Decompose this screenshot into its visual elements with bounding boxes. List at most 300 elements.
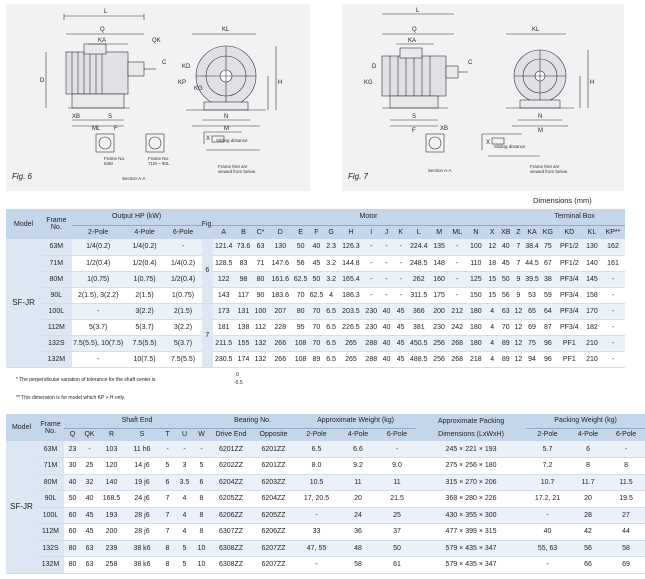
header-col-22: KP** bbox=[601, 225, 625, 239]
value-cell: 12 bbox=[513, 303, 525, 319]
output-4-pole: 1/4(0.2) bbox=[125, 239, 165, 255]
header-2-pole: 2-Pole bbox=[526, 428, 569, 441]
value-cell: 53 bbox=[524, 287, 540, 303]
value-cell: 450.5 bbox=[407, 335, 430, 351]
figure-7-panel bbox=[342, 4, 624, 191]
value-cell: 64 bbox=[540, 303, 556, 319]
bearing-opposite: 6201ZZ bbox=[252, 458, 295, 475]
frame-cell: 63M bbox=[37, 441, 64, 458]
value-cell: - bbox=[394, 255, 408, 271]
dim-letter-F: F bbox=[412, 128, 416, 134]
value-cell: 265 bbox=[338, 351, 363, 367]
value-cell: 158 bbox=[583, 287, 601, 303]
value-cell: 15 bbox=[485, 287, 499, 303]
shaft-value: 8 bbox=[193, 507, 210, 524]
value-cell: 45 bbox=[309, 255, 324, 271]
header-col-0: A bbox=[213, 225, 234, 239]
value-cell: - bbox=[363, 255, 379, 271]
value-cell: - bbox=[379, 287, 394, 303]
header-col-1: QK bbox=[81, 428, 98, 441]
header-col-4: E bbox=[292, 225, 309, 239]
output-4-pole: 7.5(5.5) bbox=[125, 335, 165, 351]
output-6-pole: 3(2.2) bbox=[164, 319, 201, 335]
shaft-value: 8 bbox=[193, 524, 210, 541]
value-cell: 83 bbox=[234, 255, 252, 271]
packing-dimensions: 245 × 221 × 193 bbox=[416, 441, 526, 458]
shaft-value: 45 bbox=[81, 524, 98, 541]
value-cell: 80 bbox=[292, 303, 309, 319]
fig-cell: 6 bbox=[202, 239, 213, 303]
dim-letter-M: M bbox=[538, 128, 543, 134]
header-col-21: KL bbox=[583, 225, 601, 239]
value-cell: 218 bbox=[466, 351, 485, 367]
header-packing-weight: Packing Weight (kg) bbox=[526, 414, 645, 428]
dim-letter-X: X bbox=[206, 136, 211, 142]
frame-cell: 100L bbox=[37, 507, 64, 524]
dim-letter-F: F bbox=[114, 126, 118, 132]
dim-letter-XB: XB bbox=[440, 126, 449, 132]
header-col-18: KA bbox=[524, 225, 540, 239]
bearing-drive-end: 6308ZZ bbox=[210, 540, 252, 557]
dim-letter-D: D bbox=[40, 78, 45, 84]
value-cell: 44.5 bbox=[524, 255, 540, 271]
output-6-pole: 1(0.75) bbox=[164, 287, 201, 303]
shaft-value: 258 bbox=[98, 557, 125, 574]
value-cell: 15 bbox=[485, 271, 499, 287]
value-cell: 100 bbox=[466, 239, 485, 255]
table-row bbox=[6, 474, 645, 491]
dim-letter-KL: KL bbox=[222, 27, 230, 33]
shaft-value: 200 bbox=[98, 524, 125, 541]
bearing-drive-end: 6206ZZ bbox=[210, 507, 252, 524]
frame-cell: 80M bbox=[41, 271, 72, 287]
value-cell: 150 bbox=[466, 287, 485, 303]
packing-weight-4-pole: 6 bbox=[569, 441, 607, 458]
value-cell: 256 bbox=[430, 351, 448, 367]
shaft-value: 140 bbox=[98, 474, 125, 491]
tolerance-note: * The perpendicular variation of tolerance for the shaft center is bbox=[16, 377, 156, 383]
weight-2-pole: 8.0 bbox=[295, 458, 338, 475]
value-cell: 70 bbox=[499, 319, 513, 335]
value-cell: 80 bbox=[253, 271, 269, 287]
shaft-value: 80 bbox=[64, 540, 81, 557]
value-cell: 138 bbox=[234, 319, 252, 335]
header-col-13: ML bbox=[448, 225, 466, 239]
bearing-drive-end: 6308ZZ bbox=[210, 557, 252, 574]
packing-weight-4-pole: 42 bbox=[569, 524, 607, 541]
value-cell: 110 bbox=[466, 255, 485, 271]
value-cell: 98 bbox=[234, 271, 252, 287]
value-cell: 89 bbox=[499, 335, 513, 351]
header-terminal-box: Terminal Box bbox=[524, 209, 625, 225]
value-cell: 3.2 bbox=[324, 255, 339, 271]
header-col-3: S bbox=[125, 428, 159, 441]
weight-6-pole: 9.0 bbox=[378, 458, 416, 475]
value-cell: 230 bbox=[363, 319, 379, 335]
section-label: Section A-A bbox=[428, 168, 452, 173]
shaft-value: 63 bbox=[81, 540, 98, 557]
shaft-value: 10 bbox=[193, 557, 210, 574]
table-row bbox=[6, 557, 645, 574]
header-col-4: T bbox=[159, 428, 176, 441]
shaft-value: 8 bbox=[159, 557, 176, 574]
header-col-2: R bbox=[98, 428, 125, 441]
value-cell: 288 bbox=[363, 351, 379, 367]
shaft-value: 32 bbox=[81, 474, 98, 491]
value-cell: 140 bbox=[583, 255, 601, 271]
header-approx-packing: Approximate Packing bbox=[416, 414, 526, 428]
header-col-12: M bbox=[430, 225, 448, 239]
output-2-pole: 1/2(0.4) bbox=[72, 255, 125, 271]
weight-2-pole: 6.5 bbox=[295, 441, 338, 458]
value-cell: 50 bbox=[309, 271, 324, 287]
shaft-value: 3 bbox=[176, 458, 193, 475]
shaft-value: 80 bbox=[64, 557, 81, 574]
header-packing-dims: Dimensions (LxWxH) bbox=[416, 428, 526, 441]
packing-dimensions: 430 × 355 × 300 bbox=[416, 507, 526, 524]
output-2-pole: - bbox=[72, 303, 125, 319]
value-cell: 75 bbox=[524, 335, 540, 351]
value-cell: 56 bbox=[499, 287, 513, 303]
value-cell: 311.5 bbox=[407, 287, 430, 303]
dim-letter-L: L bbox=[104, 9, 108, 15]
output-4-pole: 1/2(0.4) bbox=[125, 255, 165, 271]
value-cell: 96 bbox=[540, 351, 556, 367]
shaft-value: 23 bbox=[64, 441, 81, 458]
value-cell: 125 bbox=[466, 271, 485, 287]
shaft-value: 30 bbox=[64, 458, 81, 475]
shaft-value: 6 bbox=[159, 474, 176, 491]
table-row bbox=[6, 255, 625, 271]
dim-letter-KD: KD bbox=[182, 64, 191, 70]
value-cell: - bbox=[601, 351, 625, 367]
header-col-3: D bbox=[268, 225, 292, 239]
value-cell: 67 bbox=[540, 255, 556, 271]
value-cell: PF3/4 bbox=[556, 319, 583, 335]
shaft-value: 60 bbox=[64, 507, 81, 524]
value-cell: 70 bbox=[309, 335, 324, 351]
value-cell: 63 bbox=[253, 239, 269, 255]
value-cell: 12 bbox=[513, 335, 525, 351]
value-cell: 366 bbox=[407, 303, 430, 319]
value-cell: 6.5 bbox=[324, 351, 339, 367]
output-6-pole: 2(1.5) bbox=[164, 303, 201, 319]
shaft-value: 40 bbox=[81, 491, 98, 508]
value-cell: 268 bbox=[448, 351, 466, 367]
value-cell: 45 bbox=[394, 335, 408, 351]
value-cell: 112 bbox=[253, 319, 269, 335]
table-row bbox=[6, 507, 645, 524]
packing-dimensions: 275 × 256 × 180 bbox=[416, 458, 526, 475]
header-col-16: XB bbox=[499, 225, 513, 239]
value-cell: 108 bbox=[292, 335, 309, 351]
output-4-pole: 1(0.75) bbox=[125, 271, 165, 287]
table-row bbox=[6, 303, 625, 319]
shaft-value: 193 bbox=[98, 507, 125, 524]
value-cell: 135 bbox=[430, 239, 448, 255]
shaft-value: 5 bbox=[176, 540, 193, 557]
value-cell: 39.5 bbox=[524, 271, 540, 287]
value-cell: - bbox=[394, 287, 408, 303]
header-col-6: W bbox=[193, 428, 210, 441]
value-cell: 45 bbox=[499, 255, 513, 271]
bearing-opposite: 6205ZZ bbox=[252, 507, 295, 524]
value-cell: 96 bbox=[540, 335, 556, 351]
packing-weight-6-pole: 19.5 bbox=[607, 491, 645, 508]
value-cell: 73.6 bbox=[234, 239, 252, 255]
value-cell: 50 bbox=[499, 271, 513, 287]
value-cell: 147.6 bbox=[268, 255, 292, 271]
shaft-value: 28 j6 bbox=[125, 524, 159, 541]
value-cell: PF3/4 bbox=[556, 287, 583, 303]
shaft-value: 28 j6 bbox=[125, 507, 159, 524]
packing-weight-2-pole: 17.2, 21 bbox=[526, 491, 569, 508]
value-cell: 181 bbox=[213, 319, 234, 335]
frame-cell: 90L bbox=[37, 491, 64, 508]
value-cell: 4 bbox=[485, 351, 499, 367]
header-fig: Fig. bbox=[202, 209, 213, 239]
frame-cell: 90L bbox=[41, 287, 72, 303]
value-cell: 242 bbox=[448, 319, 466, 335]
dim-letter-N: N bbox=[224, 114, 229, 120]
output-6-pole: 7.5(5.5) bbox=[164, 351, 201, 367]
value-cell: 145 bbox=[583, 271, 601, 287]
dimensions-unit-label: Dimensions (mm) bbox=[533, 196, 592, 205]
value-cell: 4 bbox=[485, 335, 499, 351]
header-col-7: H bbox=[338, 225, 363, 239]
tolerance-lower: -0.5 bbox=[234, 380, 243, 386]
value-cell: 381 bbox=[407, 319, 430, 335]
weight-4-pole: 6.6 bbox=[338, 441, 378, 458]
header-4-pole: 4-Pole bbox=[338, 428, 378, 441]
header-model: Model bbox=[6, 209, 41, 239]
table-row bbox=[6, 335, 625, 351]
bearing-opposite: 6206ZZ bbox=[252, 524, 295, 541]
header-output: Output HP (kW) bbox=[72, 209, 202, 225]
dim-letter-L: L bbox=[416, 8, 420, 14]
value-cell: 207 bbox=[268, 303, 292, 319]
header-col-5: U bbox=[176, 428, 193, 441]
bearing-drive-end: 6205ZZ bbox=[210, 491, 252, 508]
value-cell: 165.4 bbox=[338, 271, 363, 287]
value-cell: PF3/4 bbox=[556, 303, 583, 319]
shaft-value: 8 bbox=[193, 491, 210, 508]
packing-weight-2-pole: 10.7 bbox=[526, 474, 569, 491]
shaft-value: - bbox=[176, 441, 193, 458]
shaft-value: 24 j6 bbox=[125, 491, 159, 508]
value-cell: 132 bbox=[253, 335, 269, 351]
dim-letter-KA: KA bbox=[408, 38, 417, 44]
value-cell: 228 bbox=[268, 319, 292, 335]
frame-cell: 132S bbox=[37, 540, 64, 557]
motor-dimension-table bbox=[6, 209, 625, 368]
packing-weight-6-pole: 11.5 bbox=[607, 474, 645, 491]
shaft-value: 14 j6 bbox=[125, 458, 159, 475]
shaft-value: 19 j6 bbox=[125, 474, 159, 491]
frame-cell: 112M bbox=[41, 319, 72, 335]
model-cell: SF-JR bbox=[6, 441, 37, 573]
value-cell: 212 bbox=[448, 303, 466, 319]
dim-letter-KG: KG bbox=[364, 80, 373, 86]
value-cell: - bbox=[448, 271, 466, 287]
value-cell: 70 bbox=[292, 287, 309, 303]
value-cell: 130 bbox=[268, 239, 292, 255]
table-row bbox=[6, 441, 645, 458]
value-cell: - bbox=[448, 239, 466, 255]
dim-letter-H: H bbox=[590, 80, 595, 86]
value-cell: - bbox=[379, 255, 394, 271]
header-col-5: F bbox=[309, 225, 324, 239]
packing-weight-4-pole: 8 bbox=[569, 458, 607, 475]
value-cell: 38 bbox=[540, 271, 556, 287]
shaft-value: 5 bbox=[159, 458, 176, 475]
value-cell: - bbox=[448, 287, 466, 303]
weight-2-pole: 33 bbox=[295, 524, 338, 541]
dim-letter-X: X bbox=[486, 140, 491, 146]
value-cell: 131 bbox=[234, 303, 252, 319]
frame-cell: 80M bbox=[37, 474, 64, 491]
value-cell: - bbox=[601, 287, 625, 303]
dim-letter-C: C bbox=[162, 60, 167, 66]
packing-weight-4-pole: 56 bbox=[569, 540, 607, 557]
value-cell: 211.5 bbox=[213, 335, 234, 351]
value-cell: - bbox=[394, 271, 408, 287]
value-cell: 288 bbox=[363, 335, 379, 351]
header-approx-weight: Approximate Weight (kg) bbox=[295, 414, 416, 428]
value-cell: 40 bbox=[379, 335, 394, 351]
header-2-pole: 2-Pole bbox=[295, 428, 338, 441]
value-cell: 71 bbox=[253, 255, 269, 271]
shaft-value: - bbox=[81, 441, 98, 458]
value-cell: 12 bbox=[485, 239, 499, 255]
shaft-value: 168.5 bbox=[98, 491, 125, 508]
output-6-pole: 1/4(0.2) bbox=[164, 255, 201, 271]
header-col-8: I bbox=[363, 225, 379, 239]
table-row bbox=[6, 351, 625, 367]
value-cell: 132 bbox=[253, 351, 269, 367]
header-frame: Frame No. bbox=[37, 414, 64, 441]
packing-dimensions: 579 × 435 × 347 bbox=[416, 540, 526, 557]
header-4-pole: 4-Pole bbox=[569, 428, 607, 441]
table-row bbox=[6, 524, 645, 541]
value-cell: 180 bbox=[466, 319, 485, 335]
value-cell: - bbox=[363, 239, 379, 255]
header-col-2: C* bbox=[253, 225, 269, 239]
dim-letter-KA: KA bbox=[98, 38, 107, 44]
bearing-drive-end: 6201ZZ bbox=[210, 441, 252, 458]
value-cell: 224.4 bbox=[407, 239, 430, 255]
value-cell: 94 bbox=[524, 351, 540, 367]
value-cell: 170 bbox=[583, 303, 601, 319]
header-col-15: X bbox=[485, 225, 499, 239]
output-2-pole: - bbox=[72, 351, 125, 367]
header-col-6: G bbox=[324, 225, 339, 239]
value-cell: - bbox=[601, 303, 625, 319]
dim-letter-XB: XB bbox=[72, 114, 81, 120]
shaft-value: 3.5 bbox=[176, 474, 193, 491]
value-cell: 4 bbox=[485, 303, 499, 319]
weight-6-pole: - bbox=[378, 441, 416, 458]
packing-weight-6-pole: 69 bbox=[607, 557, 645, 574]
value-cell: 65 bbox=[524, 303, 540, 319]
shaft-value: 8 bbox=[159, 540, 176, 557]
value-cell: - bbox=[363, 271, 379, 287]
value-cell: 148 bbox=[430, 255, 448, 271]
frame-note-2: Frame No. 71M ~ 90L bbox=[148, 156, 170, 166]
value-cell: 161 bbox=[601, 255, 625, 271]
bearing-opposite: 6207ZZ bbox=[252, 557, 295, 574]
header-col-1: B bbox=[234, 225, 252, 239]
value-cell: 144.8 bbox=[338, 255, 363, 271]
shaft-value: 239 bbox=[98, 540, 125, 557]
packing-weight-6-pole: 58 bbox=[607, 540, 645, 557]
value-cell: 18 bbox=[485, 255, 499, 271]
packing-weight-2-pole: - bbox=[526, 557, 569, 574]
shaft-value: 25 bbox=[81, 458, 98, 475]
value-cell: 9 bbox=[513, 287, 525, 303]
value-cell: 143 bbox=[213, 287, 234, 303]
value-cell: 89 bbox=[309, 351, 324, 367]
figure-6-panel bbox=[6, 4, 310, 191]
frame-cell: 63M bbox=[41, 239, 72, 255]
shaft-value: 5 bbox=[193, 458, 210, 475]
value-cell: PF1 bbox=[556, 335, 583, 351]
shaft-value: 38 k6 bbox=[125, 557, 159, 574]
value-cell: 130 bbox=[583, 239, 601, 255]
section-label: Section A-A bbox=[122, 176, 146, 181]
shaft-weight-table bbox=[6, 414, 645, 574]
dim-letter-KG: KG bbox=[194, 86, 203, 92]
figure-7-label: Fig. 7 bbox=[348, 172, 369, 181]
output-6-pole: 1/2(0.4) bbox=[164, 271, 201, 287]
shaft-value: - bbox=[193, 441, 210, 458]
value-cell: 70 bbox=[309, 303, 324, 319]
table-row bbox=[6, 319, 625, 335]
value-cell: 56 bbox=[292, 255, 309, 271]
value-cell: PF3/4 bbox=[556, 271, 583, 287]
shaft-value: 40 bbox=[64, 474, 81, 491]
weight-2-pole: - bbox=[295, 557, 338, 574]
value-cell: 210 bbox=[583, 351, 601, 367]
value-cell: 162 bbox=[601, 239, 625, 255]
shaft-value: 4 bbox=[176, 524, 193, 541]
packing-weight-4-pole: 28 bbox=[569, 507, 607, 524]
header-opposite: Opposite bbox=[252, 428, 295, 441]
output-2-pole: 1(0.75) bbox=[72, 271, 125, 287]
value-cell: 7 bbox=[513, 255, 525, 271]
header-col-14: N bbox=[466, 225, 485, 239]
frame-cell: 132S bbox=[41, 335, 72, 351]
value-cell: 40 bbox=[379, 351, 394, 367]
value-cell: 248.5 bbox=[407, 255, 430, 271]
value-cell: 45 bbox=[394, 351, 408, 367]
value-cell: 268 bbox=[448, 335, 466, 351]
weight-4-pole: 20 bbox=[338, 491, 378, 508]
value-cell: 174 bbox=[234, 351, 252, 367]
shaft-value: 60 bbox=[64, 524, 81, 541]
kp-note: ** This dimension is for model which KP > H only. bbox=[16, 395, 126, 401]
output-4-pole: 10(7.5) bbox=[125, 351, 165, 367]
weight-2-pole: - bbox=[295, 507, 338, 524]
value-cell: 2.3 bbox=[324, 239, 339, 255]
weight-6-pole: 11 bbox=[378, 474, 416, 491]
figure-6-label: Fig. 6 bbox=[12, 172, 33, 181]
packing-weight-2-pole: 40 bbox=[526, 524, 569, 541]
shaft-value: 38 k6 bbox=[125, 540, 159, 557]
dim-letter-C: C bbox=[468, 60, 473, 66]
value-cell: 160 bbox=[430, 271, 448, 287]
value-cell: - bbox=[448, 255, 466, 271]
